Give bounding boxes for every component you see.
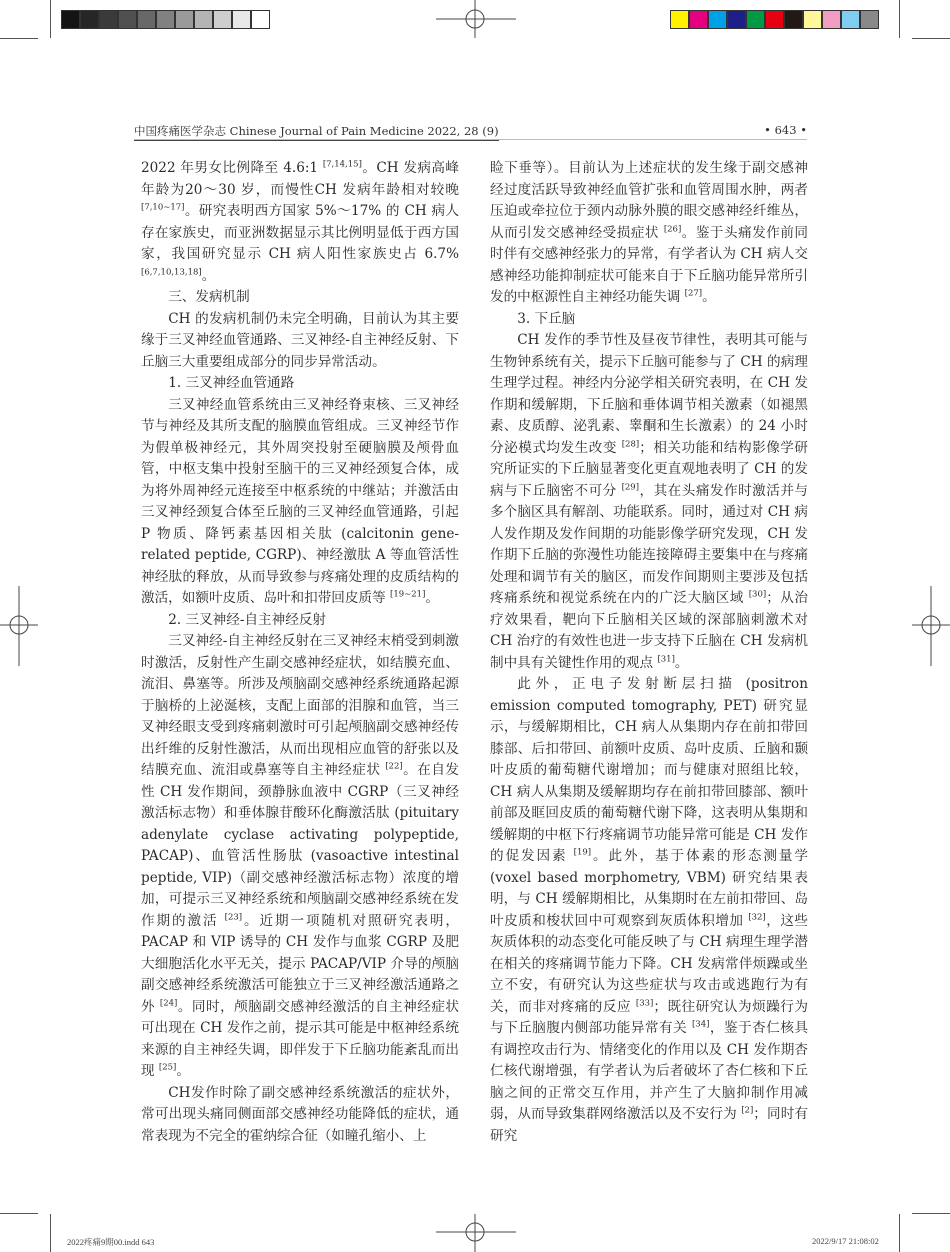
citation-ref: [25] [158,1062,177,1073]
header-rule [134,139,807,140]
citation-ref: [31] [657,653,675,664]
registration-mark-right [910,586,950,666]
citation-ref: [26] [663,223,682,234]
page-number: • 643 • [764,123,807,137]
color-swatch [803,10,822,29]
paragraph [141,309,459,374]
citation-ref: [19] [573,847,592,858]
text-run: 。CH 发病高峰年龄为20～30 岁，而慢性CH 发病年龄相对较晚 [141,160,460,198]
right-text-column [490,158,808,1147]
color-swatch [689,10,708,29]
section-heading [141,373,459,395]
file-slug: 2022疼痛9期00.indd 643 [67,1237,155,1247]
paragraph [141,631,459,1083]
crop-mark [899,0,900,38]
text-run: ，其在头痛发作时激活并与多个脑区具有解剖、功能联系。同时，通过对 CH 病人发作期及发作间期的功能影像学研究发现，CH 发作期下丘脑的弥漫性功能连接障碍主要集中在与疼痛处理和调节有关的脑区，而发作间期则主要涉及包括疼痛系统和视觉系统在内的广泛大脑区域 [490,482,809,606]
color-swatch [232,10,251,29]
text-run: 三、发病机制 [168,289,250,305]
citation-ref: [33] [635,997,654,1008]
citation-ref: [27] [684,288,703,299]
text-run: 。近期一项随机对照研究表明，PACAP 和 VIP 诱导的 CH 发作与血浆 CGRP 及肥大细胞活化水平无关，提示 PACAP/VIP 介导的颅脑副交感神经系统激活可能独立于三叉神经激活通路之外 [141,912,459,1015]
text-run: 三叉神经-自主神经反射在三叉神经末梢受到刺激时激活，反射性产生副交感神经症状，如结膜充血、流泪、鼻塞等。所涉及颅脑副交感神经系统通路起源于脑桥的上泌涎核，支配上面部的泪腺和血管，当三叉神经眼支受到疼痛刺激时可引起颅脑副交感神经传出纤维的反射性激活，从而出现相应血管的舒张以及结膜充血、流泪或鼻塞等自主神经症状 [141,633,459,778]
color-swatch [213,10,232,29]
citation-ref: [7,14,15] [322,159,362,170]
text-run: 。 [201,267,216,284]
color-swatch [841,10,860,29]
crop-mark [912,1213,950,1214]
crop-mark [912,38,950,39]
color-swatch [137,10,156,29]
citation-ref: [7,10~17] [141,202,185,213]
paragraph [141,1083,459,1148]
section-heading [141,287,459,309]
crop-mark [50,1214,51,1252]
citation-ref: [24] [159,997,178,1008]
text-run: ；既往研究认为烦躁行为与下丘脑腹内侧部功能异常有关 [490,998,808,1036]
text-run: ，这些灰质体积的动态变化可能反映了与 CH 病理生理学潜在相关的疼痛调节能力下降。CH 发病常伴烦躁或坐立不安，有研究认为这些症状与攻击或逃跑行为有关，而非对疼痛的反应 [490,912,808,1015]
crop-mark [0,1213,38,1214]
text-run: 。 [702,289,716,305]
color-swatch [822,10,841,29]
crop-mark [50,0,51,38]
citation-ref: [6,7,10,13,18] [141,266,202,277]
text-run: 。鉴于头痛发作前同时伴有交感神经张力的异常，有学者认为 CH 病人交感神经功能抑制症状可能来自于下丘脑功能异常所引发的中枢源性自主神经功能失调 [490,224,809,305]
text-run: 。 [425,590,439,606]
paragraph [490,674,808,1147]
running-header [134,123,807,139]
citation-ref: [28] [621,438,640,449]
text-run: 。 [674,654,689,671]
paragraph [141,395,459,610]
text-run: ；从治疗效果看，靶向下丘脑相关区域的深部脑刺激术对 CH 治疗的有效性也进一步支持下丘脑在 CH 发病机制中具有关键性作用的观点 [490,590,808,671]
paragraph [490,330,808,674]
text-run: 3. 下丘脑 [517,310,576,327]
text-run: 此外，正电子发射断层扫描 (positron emission computed tomography, PET) 研究显示，与缓解期相比，CH 病人从集期内存在前扣带回膝部、后扣带回、前额叶皮质、岛叶皮质、丘脑和颞叶皮质的葡萄糖代谢增加；而与健康对照组比较，CH 病人从集期及缓解期均存在前扣带回膝部、额叶前部及眶回皮质的葡萄糖代谢下降，这表明从集期和缓解期的中枢下行疼痛调节功能异常可能是 CH 发作的促发因素 [490,676,808,864]
text-run: 。 [176,1063,190,1079]
color-swatch [746,10,765,29]
print-timestamp: 2022/9/17 21:08:02 [812,1236,879,1246]
section-heading [141,610,459,632]
color-swatch [708,10,727,29]
text-run: CH 发作的季节性及昼夜节律性，表明其可能与生物钟系统有关，提示下丘脑可能参与了 CH 的病理生理学过程。神经内分泌学相关研究表明，在 CH 发作期和缓解期，下丘脑和垂体调节相关激素（如褪黑素、皮质醇、泌乳素、睾酮和生长激素）的 24 小时分泌模式均发生改变 [490,332,808,456]
citation-ref: [30] [748,589,767,600]
text-run: ；相关功能和结构影像学研究所证实的下丘脑显著变化更直观地表明了 CH 的发病与下丘脑密不可分 [490,439,809,499]
citation-ref: [19~21] [390,589,426,600]
text-run: ；同时有研究 [490,1106,809,1144]
citation-ref: [34] [691,1019,710,1030]
text-run: 1. 三叉神经血管通路 [168,375,295,391]
text-run: 睑下垂等）。目前认为上述症状的发生缘于副交感神经过度活跃导致神经血管扩张和血管周围水肿，两者压迫或牵拉位于颈内动脉外膜的眼交感神经纤维丛，从而引发交感神经受损症状 [490,160,808,241]
text-run: ，鉴于杏仁核具有调控攻击行为、情绪变化的作用以及 CH 发作期杏仁核代谢增强，有学者认为后者破坏了杏仁核和下丘脑之间的正常交互作用，并产生了大脑抑制作用减弱，从而导致集群网络激活以及不安行为 [490,1020,808,1122]
color-swatch [80,10,99,29]
color-swatch [61,10,80,29]
text-run: 三叉神经血管系统由三叉神经脊束核、三叉神经节与神经及其所支配的脑膜血管组成。三叉神经节作为假单极神经元，其外周突投射至硬脑膜及颅骨血管，中枢支集中投射至脑干的三叉神经颈复合体，成为将外周神经元连接至中枢系统的中继站；并激活由三叉神经颈复合体至丘脑的三叉神经血管通路，引起 P 物质、降钙素基因相关肽 (calcitonin gene-related peptide, CGRP)、神经激肽 A 等血管活性神经肽的释放，从而导致参与疼痛处理的皮质结构的激活，如额叶皮质、岛叶和扣带回皮质等 [141,396,459,606]
citation-ref: [23] [224,911,243,922]
text-run: 2022 年男女比例降至 4.6:1 [141,160,323,176]
color-swatch [118,10,137,29]
color-swatch [99,10,118,29]
paragraph [490,158,808,309]
section-heading [490,309,808,331]
text-run: 。在自发性 CH 发作期间，颈静脉血液中 CGRP（三叉神经激活标志物）和垂体腺苷酸环化酶激活肽 (pituitary adenylate cyclase activating polypeptide, PACAP)、血管活性肠肽 (vasoactive intestinal peptide, VIP)（副交感神经激活标志物）浓度的增加，可提示三叉神经系统和颅脑副交感神经系统在发作期的激活 [141,762,460,929]
color-swatch [860,10,879,29]
journal-citation: 中国疼痛医学杂志 Chinese Journal of Pain Medicine 2022, 28 (9) [134,123,499,141]
crop-mark [0,38,38,39]
text-run: CH发作时除了副交感神经系统激活的症状外，常可出现头痛同侧面部交感神经功能降低的症状，通常表现为不完全的霍纳综合征（如瞳孔缩小、上 [141,1084,459,1144]
registration-mark-top [436,0,516,40]
registration-mark-left [0,586,40,666]
color-swatch [784,10,803,29]
citation-ref: [2] [741,1105,754,1116]
registration-mark-bottom [436,1212,516,1252]
process-color-bar [670,10,879,29]
color-swatch [727,10,746,29]
grayscale-color-bar [61,10,270,29]
text-run: 2. 三叉神经-自主神经反射 [168,611,327,628]
color-swatch [251,10,270,29]
citation-ref: [29] [621,481,640,492]
color-swatch [175,10,194,29]
text-run: 。研究表明西方国家 5%～17% 的 CH 病人存在家族史，而亚洲数据显示其比例明显低于西方国家，我国研究显示 CH 病人阳性家族史占 6.7% [141,203,459,262]
text-run: CH 的发病机制仍未完全明确，目前认为其主要缘于三叉神经血管通路、三叉神经-自主神经反射、下丘脑三大重要组成部分的同步异常活动。 [141,310,459,370]
citation-ref: [32] [748,911,766,922]
color-swatch [670,10,689,29]
color-swatch [156,10,175,29]
citation-ref: [22] [385,761,403,772]
paragraph [141,158,459,287]
text-run: 。同时，颅脑副交感神经激活的自主神经症状可出现在 CH 发作之前，提示其可能是中枢神经系统来源的自主神经失调，即伴发于下丘脑功能紊乱而出现 [141,998,460,1079]
text-run: 。此外，基于体素的形态测量学 (voxel based morphometry, VBM) 研究结果表明，与 CH 缓解期相比，从集期时在左前扣带回、岛叶皮质和梭状回中可观察到灰质体积增加 [490,848,808,929]
left-text-column [141,158,459,1147]
color-swatch [765,10,784,29]
crop-mark [899,1214,900,1252]
color-swatch [194,10,213,29]
